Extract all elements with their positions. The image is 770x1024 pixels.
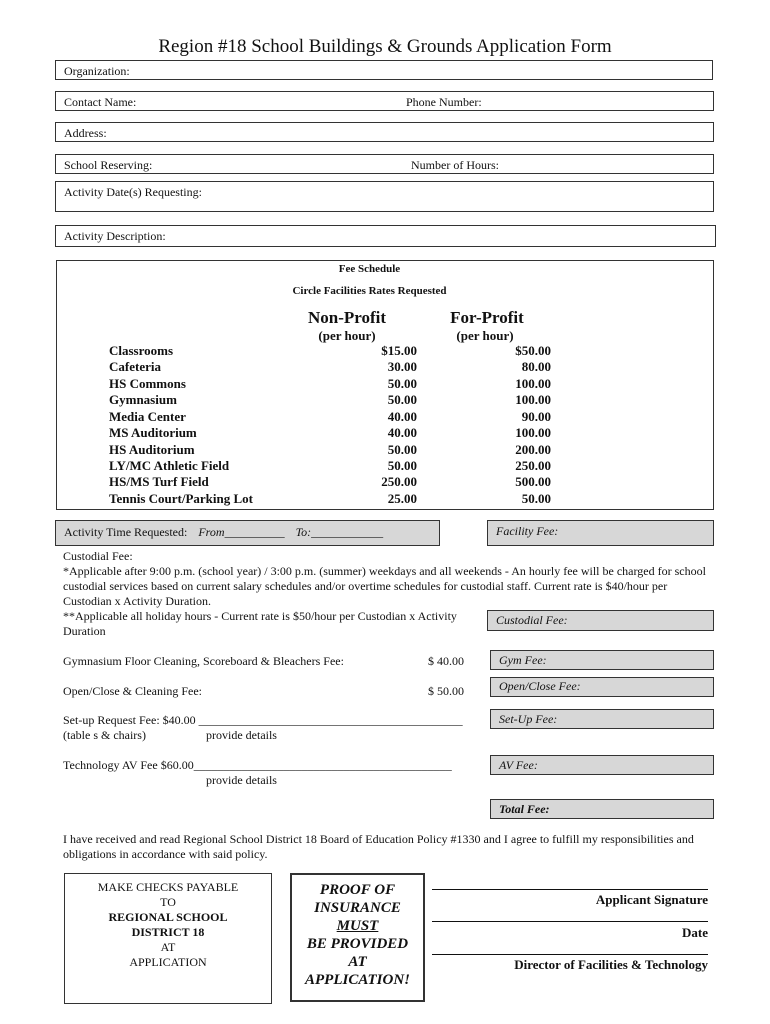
setup-fee-label: Set-Up Fee:	[499, 712, 558, 726]
total-fee-label: Total Fee:	[499, 802, 550, 816]
av-provide-details: provide details	[206, 773, 277, 787]
checks-line-3: REGIONAL SCHOOL	[108, 910, 228, 924]
applicant-signature-label: Applicant Signature	[595, 892, 708, 907]
facility-name: HS Commons	[109, 376, 186, 391]
facility-name: MS Auditorium	[109, 425, 197, 440]
make-checks-box	[64, 873, 272, 1004]
forprofit-rate: 250.00	[515, 458, 551, 473]
facility-fee-label: Facility Fee:	[496, 524, 559, 538]
fee-row[interactable]	[109, 425, 549, 441]
phone-number-label: Phone Number:	[406, 95, 482, 109]
custodial-fee-field[interactable]	[487, 610, 714, 631]
policy-statement: I have received and read Regional School District 18 Board of Education Policy #1330 and I agree to fulfill my responsibilities and obligations in accordance with said policy.	[63, 832, 694, 861]
facility-name: Tennis Court/Parking Lot	[109, 491, 253, 506]
nonprofit-rate: 250.00	[381, 474, 417, 489]
activity-time-field[interactable]	[55, 520, 440, 546]
proof-of-insurance-box	[290, 873, 425, 1002]
nonprofit-rate: 40.00	[387, 409, 417, 424]
custodial-heading: Custodial Fee:	[63, 549, 133, 563]
open-close-amount: $ 50.00	[428, 684, 464, 698]
proof-line-3: MUST	[336, 918, 379, 934]
forprofit-rate: 80.00	[521, 359, 551, 374]
organization-field[interactable]	[55, 60, 713, 80]
fee-schedule-box	[56, 260, 714, 510]
proof-line-6: APPLICATION!	[304, 972, 410, 988]
forprofit-rate: 90.00	[521, 409, 551, 424]
contact-name-label: Contact Name:	[64, 95, 137, 109]
contact-phone-field[interactable]	[55, 91, 714, 111]
forprofit-rate: 50.00	[521, 491, 551, 506]
activity-dates-label: Activity Date(s) Requesting:	[64, 185, 202, 199]
organization-label: Organization:	[64, 64, 130, 78]
address-label: Address:	[64, 126, 107, 140]
fee-row[interactable]	[109, 491, 549, 507]
facility-name: Classrooms	[109, 343, 174, 358]
custodial-para-1: *Applicable after 9:00 p.m. (school year) / 3:00 p.m. (summer) weekdays and all weekends - An hourly fee will be charged for school custodial services based on current salary schedules and/or overtime schedules for custodial staff. Current rate is $40/hour per Custodian x Activity Duration.	[63, 564, 706, 608]
gym-fee-description: Gymnasium Floor Cleaning, Scoreboard & Bleachers Fee:	[63, 654, 344, 668]
facility-name: Gymnasium	[109, 392, 177, 407]
open-close-description: Open/Close & Cleaning Fee:	[63, 684, 202, 698]
nonprofit-rate: 50.00	[387, 442, 417, 457]
page-title: Region #18 School Buildings & Grounds Application Form	[158, 36, 612, 57]
nonprofit-rate: 40.00	[387, 425, 417, 440]
av-fee-label: AV Fee:	[499, 758, 538, 772]
forprofit-header: For-Profit	[450, 308, 524, 327]
nonprofit-rate: 50.00	[387, 376, 417, 391]
address-field[interactable]	[55, 122, 714, 142]
custodial-fee-label: Custodial Fee:	[496, 613, 568, 627]
setup-provide-details: provide details	[206, 728, 277, 742]
gym-fee-label: Gym Fee:	[499, 653, 547, 667]
open-close-fee-field[interactable]	[490, 677, 714, 697]
proof-line-2: INSURANCE	[314, 900, 401, 916]
fee-row[interactable]	[109, 376, 549, 392]
setup-fee-sub: (table s & chairs)	[63, 728, 146, 742]
nonprofit-rate: 50.00	[387, 458, 417, 473]
checks-line-2: TO	[160, 895, 176, 909]
nonprofit-per-hour: (per hour)	[318, 328, 376, 343]
nonprofit-rate: 25.00	[387, 491, 417, 506]
fee-schedule-heading: Fee Schedule	[338, 263, 401, 275]
forprofit-per-hour: (per hour)	[456, 328, 514, 343]
activity-time-to: To:____________	[295, 525, 384, 539]
director-label: Director of Facilities & Technology	[514, 957, 708, 972]
activity-description-label: Activity Description:	[64, 229, 166, 243]
checks-line-5: AT	[160, 940, 176, 954]
activity-description-field[interactable]	[55, 225, 716, 247]
date-line[interactable]	[432, 921, 708, 922]
fee-row[interactable]	[109, 458, 549, 474]
proof-line-5: AT	[348, 954, 367, 970]
director-signature-line[interactable]	[432, 954, 708, 955]
nonprofit-rate: $15.00	[381, 343, 417, 358]
forprofit-rate: 500.00	[515, 474, 551, 489]
proof-line-1: PROOF OF	[319, 882, 396, 898]
gym-fee-field[interactable]	[490, 650, 714, 670]
fee-row[interactable]	[109, 474, 549, 490]
forprofit-rate: $50.00	[515, 343, 551, 358]
checks-line-1: MAKE CHECKS PAYABLE	[97, 880, 239, 894]
proof-line-4: BE PROVIDED	[306, 936, 409, 952]
fee-row[interactable]	[109, 359, 549, 375]
forprofit-rate: 100.00	[515, 425, 551, 440]
fee-row[interactable]	[109, 409, 549, 425]
facility-name: Media Center	[109, 409, 186, 424]
fee-row[interactable]	[109, 442, 549, 458]
gym-fee-amount: $ 40.00	[428, 654, 464, 668]
fee-schedule-subheading: Circle Facilities Rates Requested	[292, 285, 447, 297]
nonprofit-header: Non-Profit	[307, 308, 387, 327]
forprofit-rate: 200.00	[515, 442, 551, 457]
school-hours-field[interactable]	[55, 154, 714, 174]
facility-name: HS/MS Turf Field	[109, 474, 209, 489]
fee-row[interactable]	[109, 392, 549, 408]
number-of-hours-label: Number of Hours:	[411, 158, 499, 172]
activity-time-label: Activity Time Requested:	[64, 525, 188, 539]
fee-row[interactable]	[109, 343, 549, 359]
setup-fee-field[interactable]	[490, 709, 714, 729]
activity-dates-field[interactable]	[55, 181, 714, 212]
setup-fee-description: Set-up Request Fee: $40.00 ____________________________________________	[63, 713, 463, 727]
av-fee-field[interactable]	[490, 755, 714, 775]
nonprofit-rate: 50.00	[387, 392, 417, 407]
applicant-signature-line[interactable]	[432, 889, 708, 890]
facility-fee-field[interactable]	[487, 520, 714, 546]
checks-line-4: DISTRICT 18	[131, 925, 205, 939]
forprofit-rate: 100.00	[515, 376, 551, 391]
facility-name: Cafeteria	[109, 359, 161, 374]
total-fee-field[interactable]	[490, 799, 714, 819]
custodial-para-2: **Applicable all holiday hours - Current rate is $50/hour per Custodian x Activity Duration	[63, 609, 457, 638]
forprofit-rate: 100.00	[515, 392, 551, 407]
school-reserving-label: School Reserving:	[64, 158, 153, 172]
open-close-fee-label: Open/Close Fee:	[499, 679, 581, 693]
checks-line-6: APPLICATION	[129, 955, 207, 969]
av-fee-description: Technology AV Fee $60.00___________________________________________	[63, 758, 452, 772]
facility-name: LY/MC Athletic Field	[109, 458, 230, 473]
facility-name: HS Auditorium	[109, 442, 195, 457]
nonprofit-rate: 30.00	[387, 359, 417, 374]
activity-time-from: From__________	[198, 525, 285, 539]
date-label: Date	[682, 925, 708, 940]
